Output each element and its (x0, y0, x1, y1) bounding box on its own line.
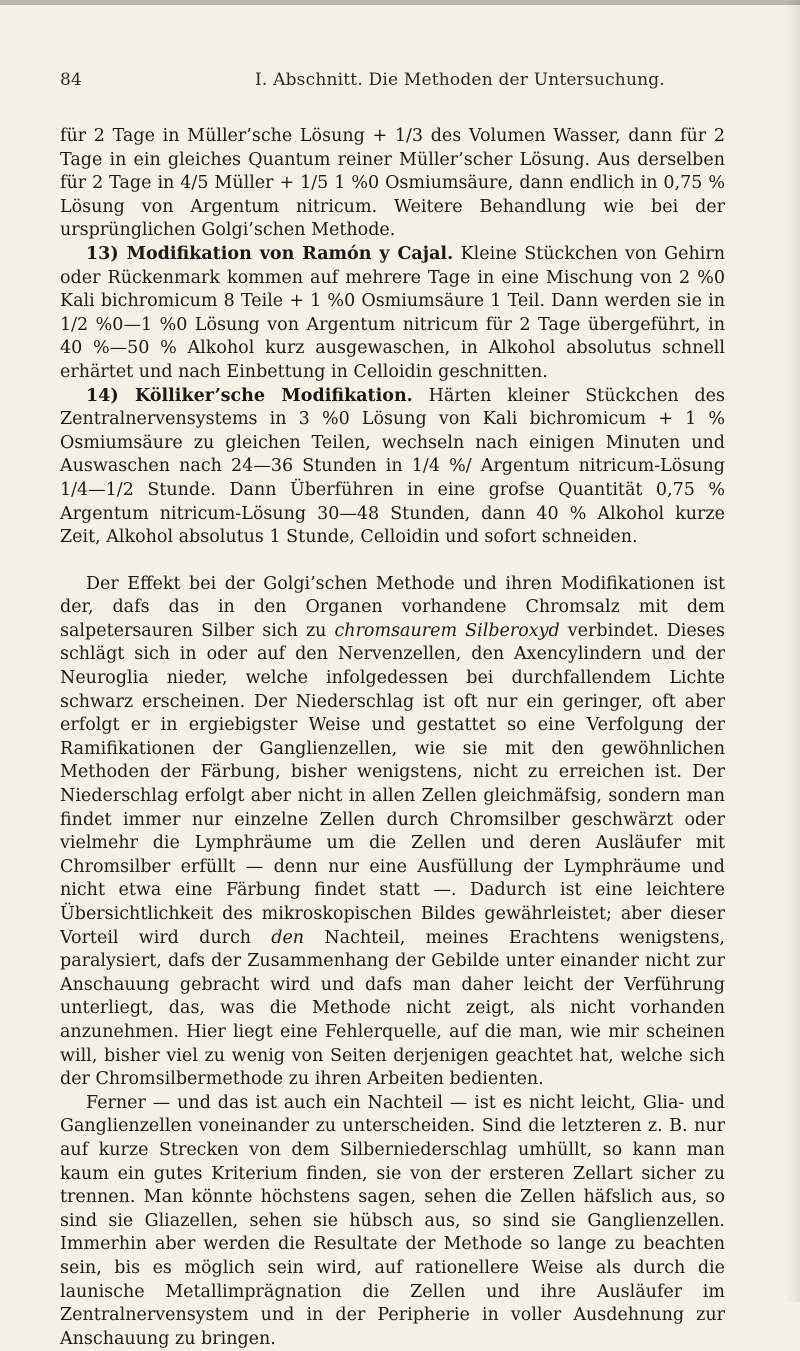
paragraph-continuation (60, 125, 725, 243)
page-body (60, 125, 725, 1351)
paragraph-text: Ferner — und das ist auch ein Nachteil — ist es nicht leicht, Glia- und Ganglienzellen voneinander zu unterscheiden. Sind die letzteren z. B. nur auf kurze Strecken von dem Silberniederschlag umhüllt, so kann man kaum ein gutes Kriterium finden, sie von der ersteren Zellart sicher zu trennen. Man könnte höchstens sagen, sehen die Zellen häfslich aus, so sind sie Gliazellen, sehen sie hübsch aus, so sind sie Ganglienzellen. Immerhin aber werden die Resultate der Methode so lange zu beachten sein, bis es möglich sein wird, auf rationellere Weise als durch die launische Metallimprägnation die Zellen und ihre Ausläufer im Zentralnervensystem und in der Peripherie in voller Ausdehnung zur Anschauung zu bringen. (60, 1092, 725, 1349)
paragraph-golgi-effect (60, 573, 725, 1092)
running-title: I. Abschnitt. Die Methoden der Untersuchung. (255, 70, 665, 90)
page-edge-shadow (786, 0, 800, 1302)
paragraph-koelliker-modification (60, 385, 725, 550)
page-number: 84 (60, 70, 82, 90)
paragraph-text: Der Effekt bei der Golgi’schen Methode und ihren Modifikationen ist der, dafs das in den Organen vorhandene Chromsalz mit dem salpetersauren Silber sich zu (60, 573, 725, 641)
paragraph-glia-ganglia (60, 1092, 725, 1351)
paragraph-text: für 2 Tage in Müller’sche Lösung + 1/3 des Volumen Wasser, dann für 2 Tage in ein gleiches Quantum reiner Müller’scher Lösung. Aus derselben für 2 Tage in 4/5 Müller + 1/5 1 %0 Osmiumsäure, dann endlich in 0,75 % Lösung von Argentum nitricum. Weitere Behandlung wie bei der ursprünglichen Golgi’schen Methode. (60, 126, 725, 241)
italic-term: den (271, 927, 305, 948)
italic-term: chromsaurem Silberoxyd (334, 620, 560, 641)
section-heading: 13) Modifikation von Ramón y Cajal. (86, 243, 454, 264)
paragraph-text: verbindet. Dieses schlägt sich in oder auf den Nervenzellen, den Axencylindern und der Neuroglia nieder, welche infolgedessen bei durchfallendem Lichte schwarz erscheinen. Der Niederschlag ist oft nur ein geringer, oft aber erfolgt er in ergiebigster Weise und gestattet so eine Verfolgung der Ramifikationen der Ganglienzellen, wie sie mit den gewöhnlichen Methoden der Färbung, bisher wenigstens, nicht zu erreichen ist. Der Niederschlag erfolgt aber nicht in allen Zellen gleichmäfsig, sondern man findet immer nur einzelne Zellen durch Chromsilber geschwärzt oder vielmehr die Lymphräume um die Zellen und deren Ausläufer mit Chromsilber erfüllt — denn nur eine Ausfüllung der Lymphräume und nicht etwa eine Färbung findet statt —. Dadurch ist eine leichtere Übersichtlichkeit des mikroskopischen Bildes gewährleistet; aber dieser Vorteil wird durch (60, 620, 725, 948)
section-heading: 14) Kölliker’sche Modifikation. (86, 385, 413, 406)
paragraph-text: Kleine Stückchen von Gehirn oder Rückenmark kommen auf mehrere Tage in eine Mischung von 2 %0 Kali bichromicum 8 Teile + 1 %0 Osmiumsäure 1 Teil. Dann werden sie in 1/2 %0—1 %0 Lösung von Argentum nitricum für 2 Tage übergeführt, in 40 %—50 % Alkohol kurz ausgewaschen, in Alkohol absolutus schnell erhärtet und nach Einbettung in Celloidin geschnitten. (60, 243, 726, 382)
page-header (60, 70, 720, 96)
paragraph-text: Härten kleiner Stückchen des Zentralnervensystems in 3 %0 Lösung von Kali bichromicum + 1 % Osmiumsäure zu gleichen Teilen, wechseln nach einigen Minuten und Auswaschen nach 24—36 Stunden in 1/4 %/ Argentum nitricum-Lösung 1/4—1/2 Stunde. Dann Überführen in eine grofse Quantität 0,75 % Argentum nitricum-Lösung 30—48 Stunden, dann 40 % Alkohol kurze Zeit, Alkohol absolutus 1 Stunde, Celloidin und sofort schneiden. (60, 385, 725, 548)
paragraph-cajal-modification (60, 243, 725, 385)
page-top-edge (0, 0, 800, 5)
paragraph-text: Nachteil, meines Erachtens wenigstens, paralysiert, dafs der Zusammenhang der Gebilde unter einander nicht zur Anschauung gebracht wird und dafs man daher leicht der Verführung unterliegt, das, was die Methode nicht zeigt, als nicht vorhanden anzunehmen. Hier liegt eine Fehlerquelle, auf die man, wie mir scheinen will, bisher viel zu wenig von Seiten derjenigen geachtet hat, welche sich der Chromsilbermethode zu ihren Arbeiten bedienten. (60, 927, 725, 1090)
